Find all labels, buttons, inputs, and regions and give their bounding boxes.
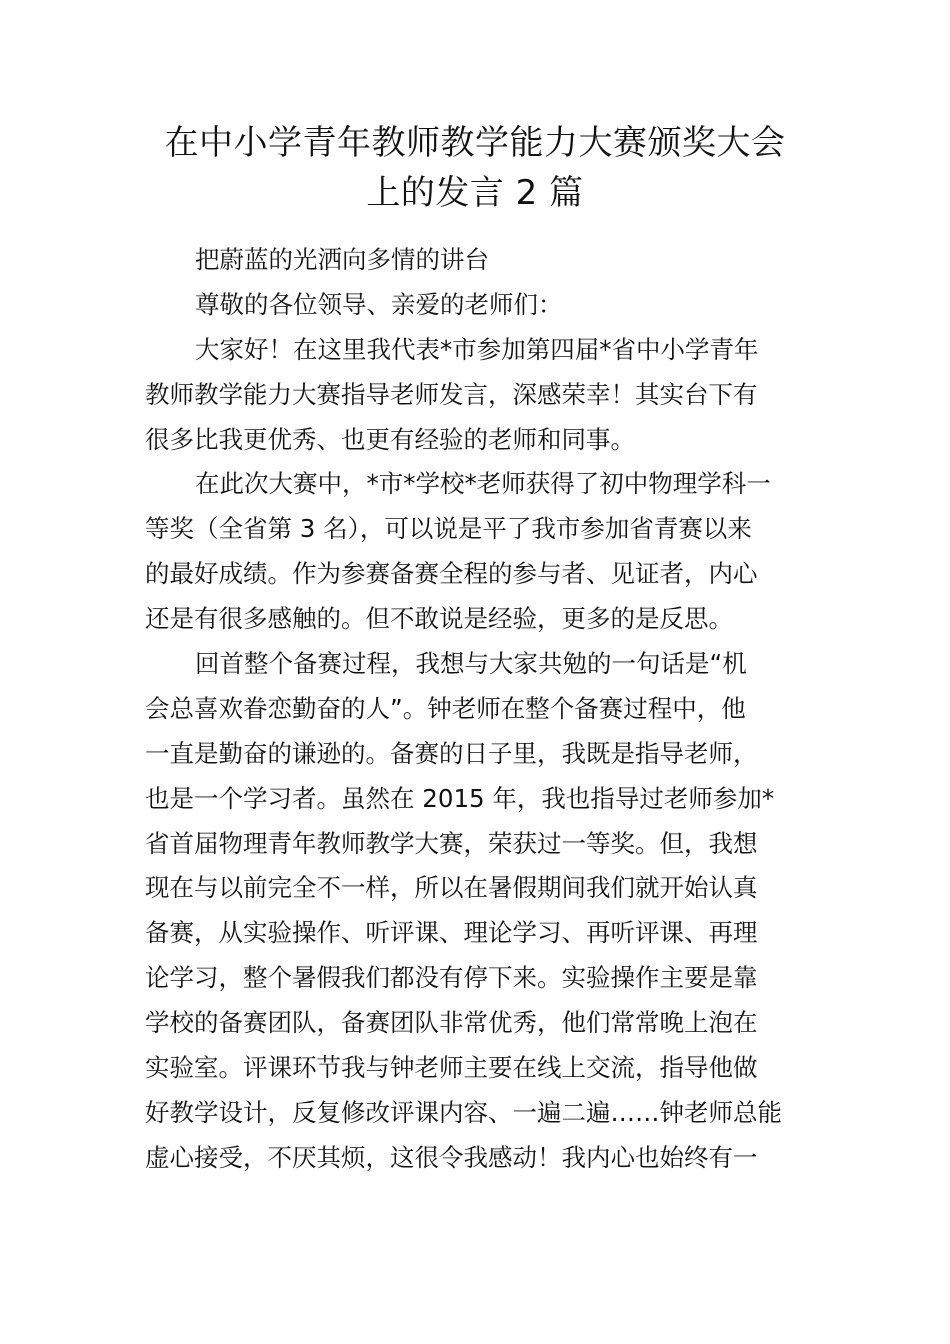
text-line: 在此次大赛中，*市*学校*老师获得了初中物理学科一 [195, 469, 771, 499]
salutation-paragraph [145, 283, 805, 328]
body-paragraph [145, 462, 805, 642]
text-line: 学校的备赛团队，备赛团队非常优秀，他们常常晚上泡在 [145, 1008, 758, 1038]
text-line: 的最好成绩。作为参赛备赛全程的参与者、见证者，内心 [145, 559, 758, 589]
text-line: 论学习，整个暑假我们都没有停下来。实验操作主要是靠 [145, 963, 758, 993]
text-line: 尊敬的各位领导、亲爱的老师们： [195, 289, 563, 319]
text-line: 大家好！在这里我代表*市参加第四届*省中小学青年 [195, 334, 759, 364]
text-line: 现在与以前完全不一样，所以在暑假期间我们就开始认真 [145, 873, 758, 903]
text-line: 也是一个学习者。虽然在 2015 年，我也指导过老师参加* [145, 783, 775, 813]
text-line: 把蔚蓝的光洒向多情的讲台 [195, 245, 489, 274]
text-line: 会总喜欢眷恋勤奋的人”。钟老师在整个备赛过程中，他 [145, 693, 746, 723]
document-title [140, 118, 810, 218]
text-line: 等奖（全省第 3 名），可以说是平了我市参加省青赛以来 [145, 514, 752, 544]
body-paragraph [145, 642, 805, 1181]
text-line: 教师教学能力大赛指导老师发言，深感荣幸！其实台下有 [145, 379, 758, 409]
text-line: 回首整个备赛过程，我想与大家共勉的一句话是“机 [195, 649, 747, 679]
text-line: 实验室。评课环节我与钟老师主要在线上交流，指导他做 [145, 1053, 758, 1083]
title-line: 在中小学青年教师教学能力大赛颁奖大会 [164, 123, 786, 163]
title-line: 上的发言 2 篇 [366, 173, 584, 213]
document-body [145, 238, 805, 1181]
text-line: 还是有很多感触的。但不敢说是经验，更多的是反思。 [145, 604, 733, 634]
text-line: 一直是勤奋的谦逊的。备赛的日子里，我既是指导老师， [145, 738, 758, 768]
text-line: 省首届物理青年教师教学大赛，荣获过一等奖。但，我想 [145, 828, 758, 858]
greeting-paragraph [145, 328, 805, 463]
text-line: 很多比我更优秀、也更有经验的老师和同事。 [145, 424, 635, 454]
subtitle-paragraph [145, 238, 805, 283]
text-line: 好教学设计，反复修改评课内容、一遍二遍……钟老师总能 [145, 1097, 782, 1127]
text-line: 备赛，从实验操作、听评课、理论学习、再听评课、再理 [145, 918, 758, 948]
text-line: 虚心接受，不厌其烦，这很令我感动！我内心也始终有一 [145, 1142, 758, 1172]
